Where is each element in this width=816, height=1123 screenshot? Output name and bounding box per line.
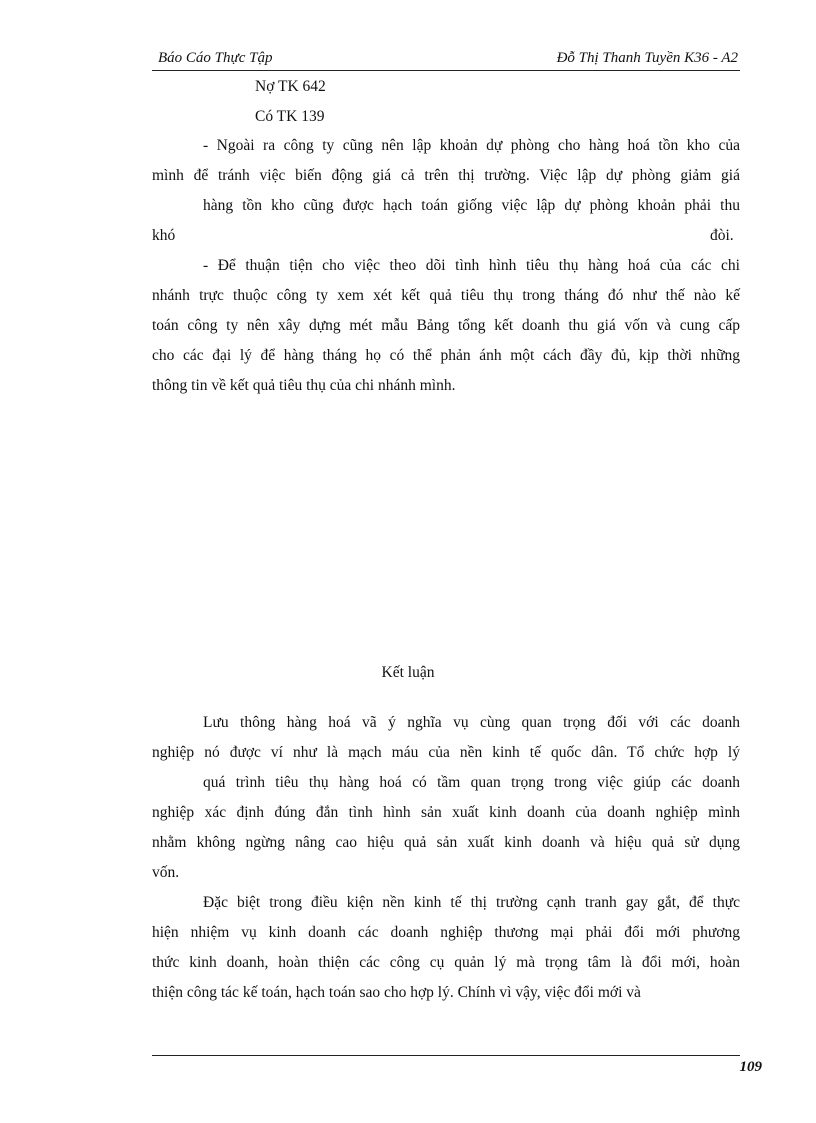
footer-rule: [152, 1055, 740, 1056]
body-line: thông tin về kết quả tiêu thụ của chi nhánh mình.: [152, 377, 456, 394]
body-line: - Để thuận tiện cho việc theo dõi tình hình tiêu thụ hàng hoá của các chi: [203, 257, 740, 274]
header-author: Đỗ Thị Thanh Tuyền K36 - A2: [556, 50, 738, 66]
conclusion-line: thiện công tác kế toán, hạch toán sao cho hợp lý. Chính vì vậy, việc đổi mới và: [152, 984, 641, 1001]
body-line: toán công ty nên xây dựng mét mẫu Bảng tổng kết doanh thu giá vốn và cung cấp: [152, 317, 740, 334]
body-line: mình để tránh việc biến động giá cả trên thị trường. Việc lập dự phòng giảm giá: [152, 167, 740, 184]
body-line: nhánh trực thuộc công ty xem xét kết quả tiêu thụ trong tháng đó như thế nào kế: [152, 287, 740, 304]
body-line: khó: [152, 227, 176, 244]
header-title: Báo Cáo Thực Tập: [158, 50, 273, 66]
conclusion-line: nghiệp nó được ví như là mạch máu của nền kinh tế quốc dân. Tổ chức hợp lý: [152, 744, 740, 761]
conclusion-line: hiện nhiệm vụ kinh doanh các doanh nghiệp thương mại phải đổi mới phương: [152, 924, 740, 941]
page-header: [152, 50, 740, 71]
conclusion-line: vốn.: [152, 864, 180, 881]
body-line: hàng tồn kho cũng được hạch toán giống việc lập dự phòng khoản phải thu: [203, 197, 740, 214]
conclusion-line: quá trình tiêu thụ hàng hoá có tầm quan trọng trong việc giúp các doanh: [203, 774, 740, 791]
conclusion-line: thức kinh doanh, hoàn thiện các công cụ quản lý mà trọng tâm là đổi mới, hoàn: [152, 954, 740, 971]
body-line: cho các đại lý để hàng tháng họ có thể phản ánh một cách đầy đủ, kịp thời những: [152, 347, 740, 364]
body-line: Có TK 139: [255, 108, 325, 125]
conclusion-line: Đặc biệt trong điều kiện nền kinh tế thị trường cạnh tranh gay gắt, để thực: [203, 894, 740, 911]
body-line: - Ngoài ra công ty cũng nên lập khoản dự phòng cho hàng hoá tồn kho của: [203, 137, 740, 154]
body-line: đòi.: [710, 227, 734, 244]
body-line: Nợ TK 642: [255, 78, 326, 95]
page-number: 109: [739, 1059, 762, 1075]
section-title: Kết luận: [381, 664, 435, 681]
conclusion-line: nghiệp xác định đúng đắn tình hình sản xuất kinh doanh của doanh nghiệp mình: [152, 804, 740, 821]
conclusion-line: nhằm không ngừng nâng cao hiệu quả sản xuất kinh doanh và hiệu quả sử dụng: [152, 834, 740, 851]
conclusion-line: Lưu thông hàng hoá vã ý nghĩa vụ cùng quan trọng đối với các doanh: [203, 714, 740, 731]
